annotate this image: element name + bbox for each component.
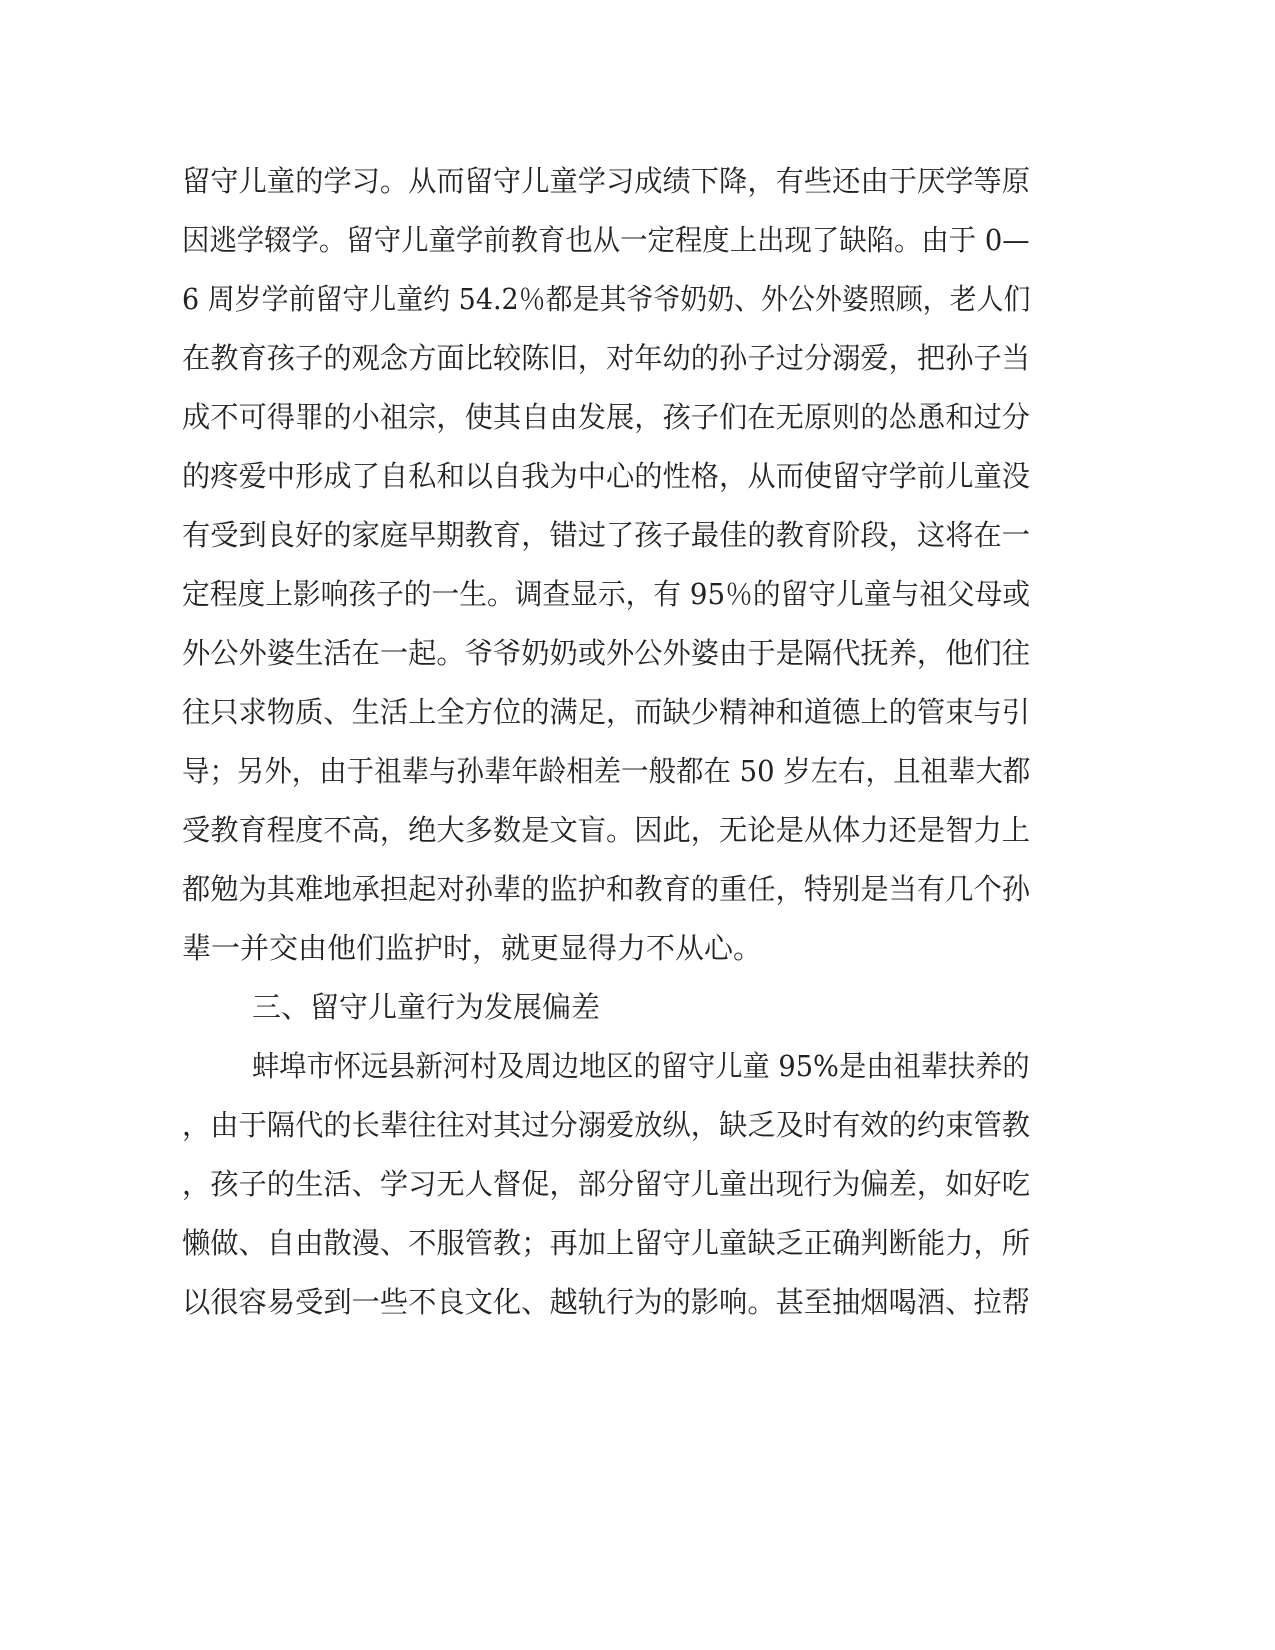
paragraph-1-line-1: 留守儿童的学习。从而留守儿童学习成绩下降，有些还由于厌学等原 [182,164,1031,198]
paragraph-1-line-5: 成不可得罪的小祖宗，使其自由发展，孩子们在无原则的怂恿和过分 [182,400,1031,434]
paragraph-1-line-6: 的疼爱中形成了自私和以自我为中心的性格，从而使留守学前儿童没 [182,459,1031,493]
paragraph-1-line-7: 有受到良好的家庭早期教育，错过了孩子最佳的教育阶段，这将在一 [182,518,1031,552]
paragraph-1-line-13: 都勉为其难地承担起对孙辈的监护和教育的重任，特别是当有几个孙 [182,872,1031,906]
paragraph-1-line-14: 辈一并交由他们监护时，就更显得力不从心。 [182,931,763,965]
paragraph-1-line-11: 导；另外，由于祖辈与孙辈年龄相差一般都在 50 岁左右，且祖辈大都 [182,754,1031,788]
paragraph-2-line-5: 以很容易受到一些不良文化、越轨行为的影响。甚至抽烟喝酒、拉帮 [182,1285,1031,1319]
paragraph-2-line-3: ，孩子的生活、学习无人督促，部分留守儿童出现行为偏差，如好吃 [182,1167,1031,1201]
paragraph-2-line-1: 蚌埠市怀远县新河村及周边地区的留守儿童 95%是由祖辈扶养的 [252,1049,1030,1083]
paragraph-1-line-8: 定程度上影响孩子的一生。调查显示，有 95％的留守儿童与祖父母或 [182,577,1031,611]
paragraph-1-line-3: 6 周岁学前留守儿童约 54.2％都是其爷爷奶奶、外公外婆照顾，老人们 [182,282,1031,316]
section-heading: 三、留守儿童行为发展偏差 [252,990,601,1024]
paragraph-1-line-9: 外公外婆生活在一起。爷爷奶奶或外公外婆由于是隔代抚养，他们往 [182,636,1031,670]
paragraph-1-line-12: 受教育程度不高，绝大多数是文盲。因此，无论是从体力还是智力上 [182,813,1031,847]
paragraph-1-line-10: 往只求物质、生活上全方位的满足，而缺少精神和道德上的管束与引 [182,695,1031,729]
paragraph-2-line-2: ，由于隔代的长辈往往对其过分溺爱放纵，缺乏及时有效的约束管教 [182,1108,1031,1142]
paragraph-1-line-2: 因逃学辍学。留守儿童学前教育也从一定程度上出现了缺陷。由于 0— [182,223,1030,257]
paragraph-1-line-4: 在教育孩子的观念方面比较陈旧，对年幼的孙子过分溺爱，把孙子当 [182,341,1031,375]
paragraph-2-line-4: 懒做、自由散漫、不服管教；再加上留守儿童缺乏正确判断能力，所 [182,1226,1031,1260]
